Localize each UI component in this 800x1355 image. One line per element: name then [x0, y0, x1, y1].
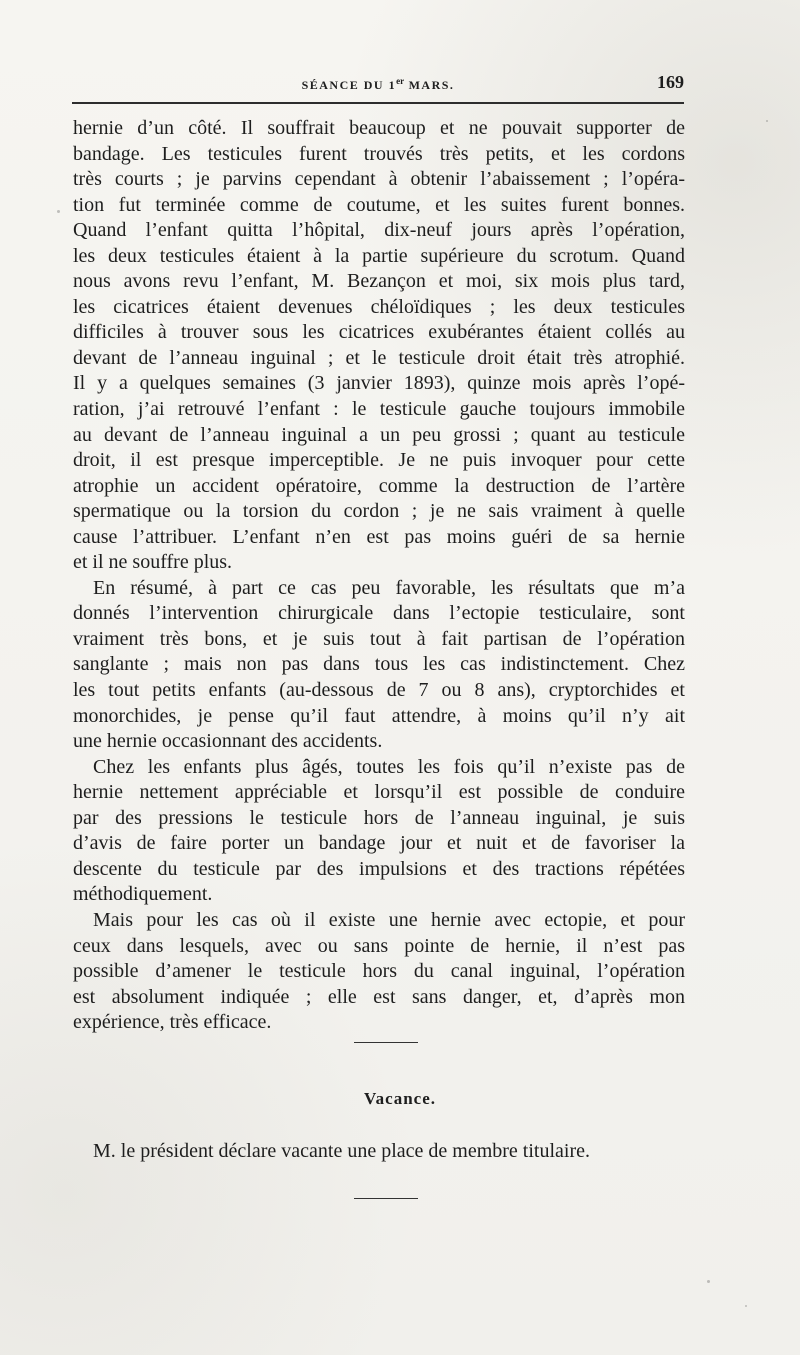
paper-speck — [745, 1305, 747, 1307]
text-line: par des pressions le testicule hors de l’anneau inguinal, je suis — [73, 806, 685, 829]
text-line: sanglante ; mais non pas dans tous les cas indistinctement. Chez — [73, 653, 685, 676]
paragraph-first-line: Chez les enfants plus âgés, toutes les fois qu’il n’existe pas de — [93, 755, 685, 778]
end-divider — [354, 1198, 418, 1199]
paragraph-last-line: méthodiquement. — [73, 883, 213, 906]
text-line: d’avis de faire porter un bandage jour et nuit et de favoriser la — [73, 832, 685, 855]
text-line: Quand l’enfant quitta l’hôpital, dix-neuf jours après l’opération, — [73, 219, 685, 242]
paragraph-last-line: une hernie occasionnant des accidents. — [73, 730, 383, 753]
text-line: devant de l’anneau inguinal ; et le testicule droit était très atrophié. — [73, 346, 685, 369]
text-line: les cicatrices étaient devenues chéloïdiques ; les deux testicules — [73, 295, 685, 318]
text-line: ration, j’ai retrouvé l’enfant : le testicule gauche toujours immobile — [73, 398, 685, 421]
text-line: droit, il est presque imperceptible. Je ne puis invoquer pour cette — [73, 449, 685, 472]
text-line: vraiment très bons, et je suis tout à fait partisan de l’opération — [73, 627, 685, 650]
text-line: donnés l’intervention chirurgicale dans l’ectopie testiculaire, sont — [73, 602, 685, 625]
section-divider — [354, 1042, 418, 1043]
text-line: les deux testicules étaient à la partie supérieure du scrotum. Quand — [73, 244, 685, 267]
paragraph-last-line: expérience, très efficace. — [73, 1011, 272, 1034]
page-number: 169 — [657, 72, 684, 92]
paragraph-first-line: Mais pour les cas où il existe une hernie avec ectopie, et pour — [93, 908, 685, 931]
text-line: Il y a quelques semaines (3 janvier 1893), quinze mois après l’opé- — [73, 372, 685, 395]
text-line: ceux dans lesquels, avec ou sans pointe de hernie, il n’est pas — [73, 934, 685, 957]
text-line: est absolument indiquée ; elle est sans danger, et, d’après mon — [73, 985, 685, 1008]
text-line: très courts ; je parvins cependant à obtenir l’abaissement ; l’opéra- — [73, 168, 685, 191]
text-line: difficiles à trouver sous les cicatrices exubérantes étaient collés au — [73, 321, 685, 344]
text-line: atrophie un accident opératoire, comme la destruction de l’artère — [73, 474, 685, 497]
text-line: tion fut terminée comme de coutume, et les suites furent bonnes. — [73, 193, 685, 216]
page-header — [72, 64, 684, 92]
text-line: au devant de l’anneau inguinal a un peu grossi ; quant au testicule — [73, 423, 685, 446]
running-head-superscript: er — [396, 76, 405, 86]
text-line: spermatique ou la torsion du cordon ; je ne sais vraiment à quelle — [73, 500, 685, 523]
text-line: bandage. Les testicules furent trouvés très petits, et les cordons — [73, 142, 685, 165]
text-line: nous avons revu l’enfant, M. Bezançon et moi, six mois plus tard, — [73, 270, 685, 293]
text-line: hernie d’un côté. Il souffrait beaucoup et ne pouvait supporter de — [73, 117, 685, 139]
paper-speck — [766, 120, 768, 122]
running-head-suffix: MARS. — [404, 78, 455, 92]
paper-speck — [707, 1280, 710, 1283]
text-line: hernie nettement appréciable et lorsqu’il est possible de conduire — [73, 781, 685, 804]
body-text — [73, 116, 685, 1036]
running-head-prefix: SÉANCE DU 1 — [301, 78, 397, 92]
announcement-text: M. le président déclare vacante une place de membre titulaire. — [93, 1140, 590, 1162]
text-line: possible d’amener le testicule hors du canal inguinal, l’opération — [73, 960, 685, 983]
section-title: Vacance. — [363, 1089, 437, 1108]
paper-speck — [57, 210, 60, 213]
text-line: les tout petits enfants (au-dessous de 7 ou 8 ans), cryptorchides et — [73, 679, 685, 702]
text-line: monorchides, je pense qu’il faut attendre, à moins qu’il n’y ait — [73, 704, 685, 727]
header-rule — [72, 102, 684, 104]
paragraph-first-line: En résumé, à part ce cas peu favorable, les résultats que m’a — [93, 576, 685, 599]
running-head — [72, 76, 684, 93]
paragraph-last-line: et il ne souffre plus. — [73, 551, 233, 574]
text-line: cause l’attribuer. L’enfant n’en est pas moins guéri de sa hernie — [73, 525, 685, 548]
text-line: descente du testicule par des impulsions et des tractions répétées — [73, 857, 685, 880]
